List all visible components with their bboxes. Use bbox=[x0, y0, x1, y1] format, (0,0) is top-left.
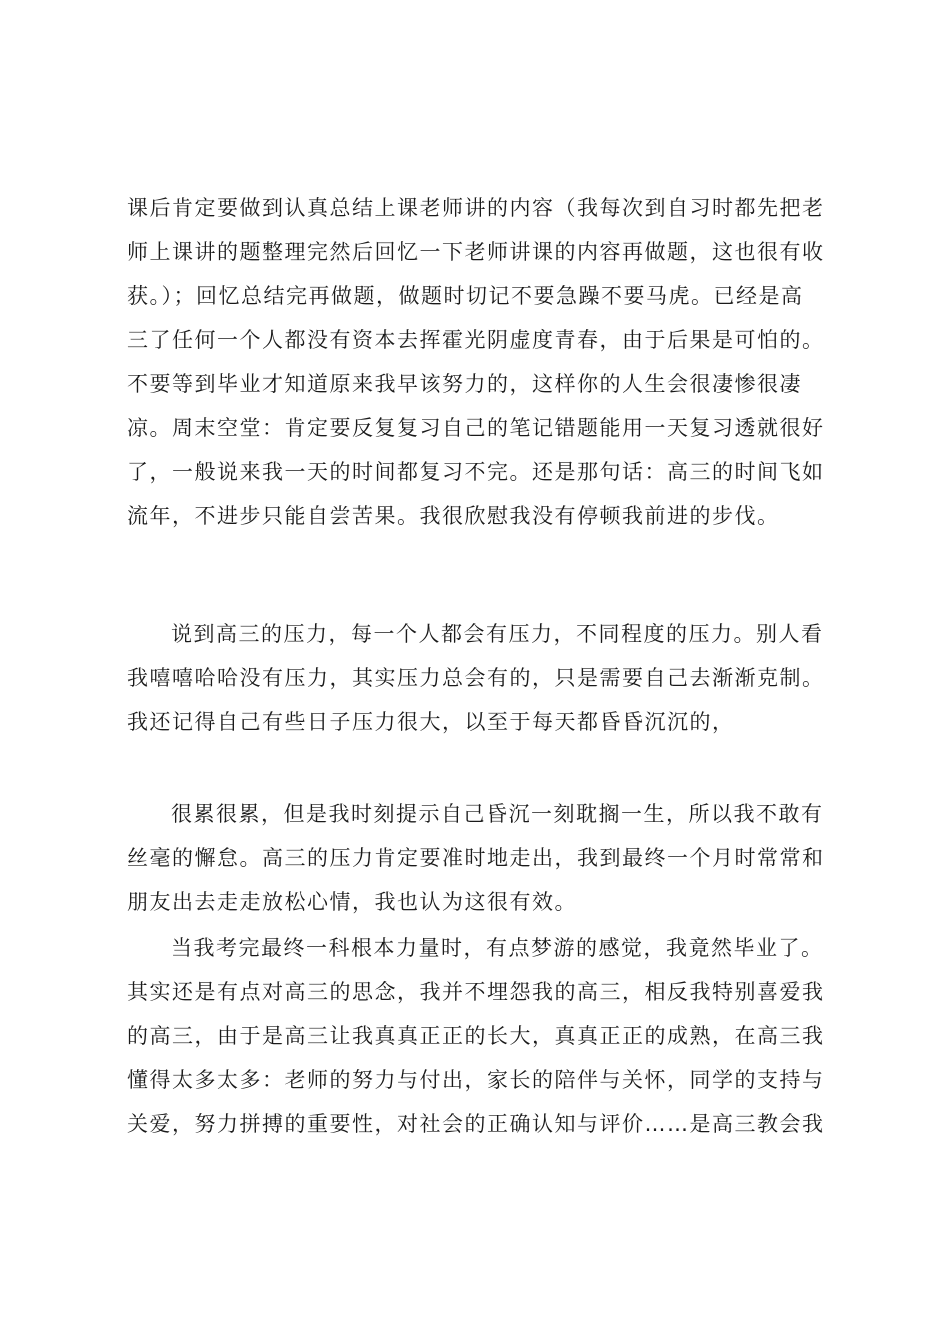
text-line: 我还记得自己有些日子压力很大，以至于每天都昏昏沉沉的， bbox=[127, 710, 735, 734]
text-line: 三了任何一个人都没有资本去挥霍光阴虚度青春，由于后果是可怕的。 bbox=[127, 328, 825, 352]
text-line: 师上课讲的题整理完然后回忆一下老师讲课的内容再做题，这也很有收 bbox=[127, 240, 825, 264]
text-line: 的高三，由于是高三让我真真正正的长大，真真正正的成熟，在高三我 bbox=[127, 1024, 825, 1048]
text-line: 当我考完最终一科根本力量时，有点梦游的感觉，我竟然毕业了。 bbox=[171, 936, 824, 960]
paragraph-pressure bbox=[127, 612, 827, 744]
text-line: 课后肯定要做到认真总结上课老师讲的内容（我每次到自习时都先把老 bbox=[127, 196, 825, 220]
text-line: 不要等到毕业才知道原来我早该努力的，这样你的人生会很凄惨很凄 bbox=[127, 372, 802, 396]
text-line: 关爱，努力拼搏的重要性，对社会的正确认知与评价……是高三教会我 bbox=[127, 1112, 825, 1136]
text-line: 流年，不进步只能自尝苦果。我很欣慰我没有停顿我前进的步伐。 bbox=[127, 504, 780, 528]
text-line: 朋友出去走走放松心情，我也认为这很有效。 bbox=[127, 890, 577, 914]
text-line: 懂得太多太多：老师的努力与付出，家长的陪伴与关怀，同学的支持与 bbox=[127, 1068, 825, 1092]
paragraph-study-habits bbox=[127, 186, 827, 538]
text-line: 凉。周末空堂：肯定要反复复习自己的笔记错题能用一天复习透就很好 bbox=[127, 416, 825, 440]
text-line: 其实还是有点对高三的思念，我并不埋怨我的高三，相反我特别喜爱我 bbox=[127, 980, 825, 1004]
text-line: 了，一般说来我一天的时间都复习不完。还是那句话：高三的时间飞如 bbox=[127, 460, 825, 484]
text-line: 获。）；回忆总结完再做题，做题时切记不要急躁不要马虎。已经是高 bbox=[127, 284, 804, 308]
paragraph-graduation bbox=[127, 926, 827, 1146]
text-line: 我嘻嘻哈哈没有压力，其实压力总会有的，只是需要自己去渐渐克制。 bbox=[127, 666, 825, 690]
text-line: 说到高三的压力，每一个人都会有压力，不同程度的压力。别人看 bbox=[171, 622, 824, 646]
text-line: 很累很累，但是我时刻提示自己昏沉一刻耽搁一生，所以我不敢有 bbox=[171, 802, 824, 826]
text-line: 丝毫的懈怠。高三的压力肯定要准时地走出，我到最终一个月时常常和 bbox=[127, 846, 825, 870]
paragraph-relief bbox=[127, 792, 827, 924]
